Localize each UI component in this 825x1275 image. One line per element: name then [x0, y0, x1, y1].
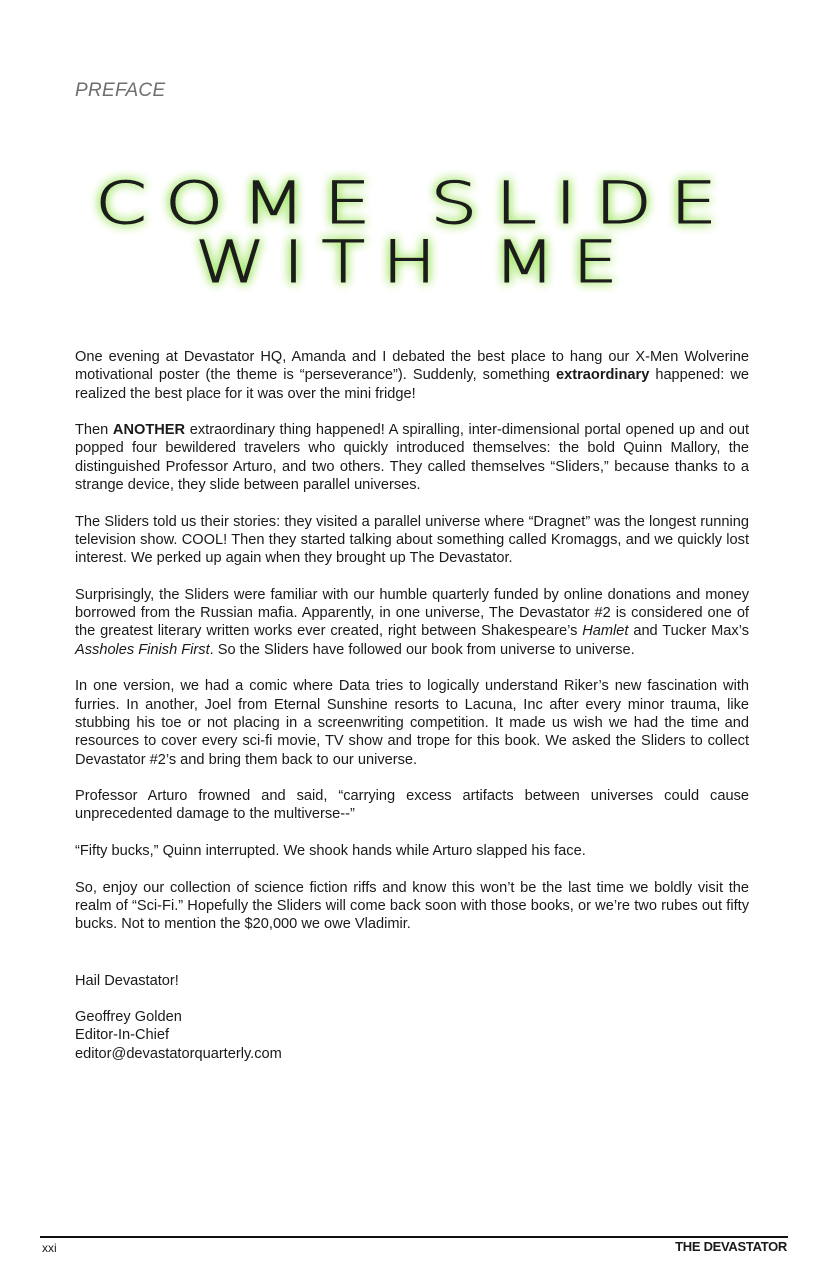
author-name: Geoffrey Golden: [75, 1009, 182, 1025]
article-body: [75, 348, 749, 952]
author-email: editor@devastatorquarterly.com: [75, 1045, 282, 1062]
title-art: [70, 165, 760, 295]
signature-block: [75, 1008, 282, 1063]
paragraph: Professor Arturo frowned and said, “carrying excess artifacts between universes could cause unprecedented damage to the multiverse--”: [75, 788, 749, 823]
paragraph: One evening at Devastator HQ, Amanda and I debated the best place to hang our X-Men Wolverine motivational poster (the theme is “perseverance”). Suddenly, something extraordinary happened: we realized the best place for it was over the mini fridge!: [75, 349, 749, 402]
paragraph: Surprisingly, the Sliders were familiar with our humble quarterly funded by online donations and money borrowed from the Russian mafia. Apparently, in one universe, The Devastator #2 is considered one of the greatest literary written works ever created, right between Shakespeare’s Hamlet and Tucker Max’s Assholes Finish First. So the Sliders have followed our book from universe to universe.: [75, 586, 749, 658]
closing-text: Hail Devastator!: [75, 973, 179, 989]
paragraph: In one version, we had a comic where Data tries to logically understand Riker’s new fascination with furries. In another, Joel from Eternal Sunshine resorts to Lacuna, Inc after every minor trauma, like stubbing his toe or not placing in a screenwriting competition. It made us wish we had the time and resources to cover every sci-fi movie, TV show and trope for this book. We asked the Sliders to collect Devastator #2’s and bring them back to our universe.: [75, 678, 749, 768]
title-line-2: WITH ME: [195, 228, 635, 295]
publication-brand: THE DEVASTATOR: [675, 1239, 787, 1254]
paragraph: Then ANOTHER extraordinary thing happened! A spiralling, inter-dimensional portal opened up and out popped four bewildered travelers who quickly introduced themselves: the bold Quinn Mallory, the distinguished Professor Arturo, and two others. They called themselves “Sliders,” because thanks to a strange device, they slide between parallel universes.: [75, 422, 749, 494]
paragraph: So, enjoy our collection of science fiction riffs and know this won’t be the last time we boldly visit the realm of “Sci-Fi.” Hopefully the Sliders will come back soon with those books, or we’re two rubes out fifty bucks. Not to mention the $20,000 we owe Vladimir.: [75, 879, 749, 933]
author-role: Editor-In-Chief: [75, 1027, 170, 1044]
page-number: xxi: [42, 1241, 57, 1255]
paragraph: The Sliders told us their stories: they visited a parallel universe where “Dragnet” was the longest running television show. COOL! Then they started talking about something called Kromaggs, and we quickly lost interest. We perked up again when they brought up The Devastator.: [75, 513, 749, 567]
title-line-1: COME SLIDE: [95, 169, 735, 237]
footer-rule: [40, 1236, 788, 1238]
paragraph: “Fifty bucks,” Quinn interrupted. We shook hands while Arturo slapped his face.: [75, 843, 586, 860]
section-heading: PREFACE: [75, 80, 166, 101]
closing-line: [75, 972, 179, 1009]
